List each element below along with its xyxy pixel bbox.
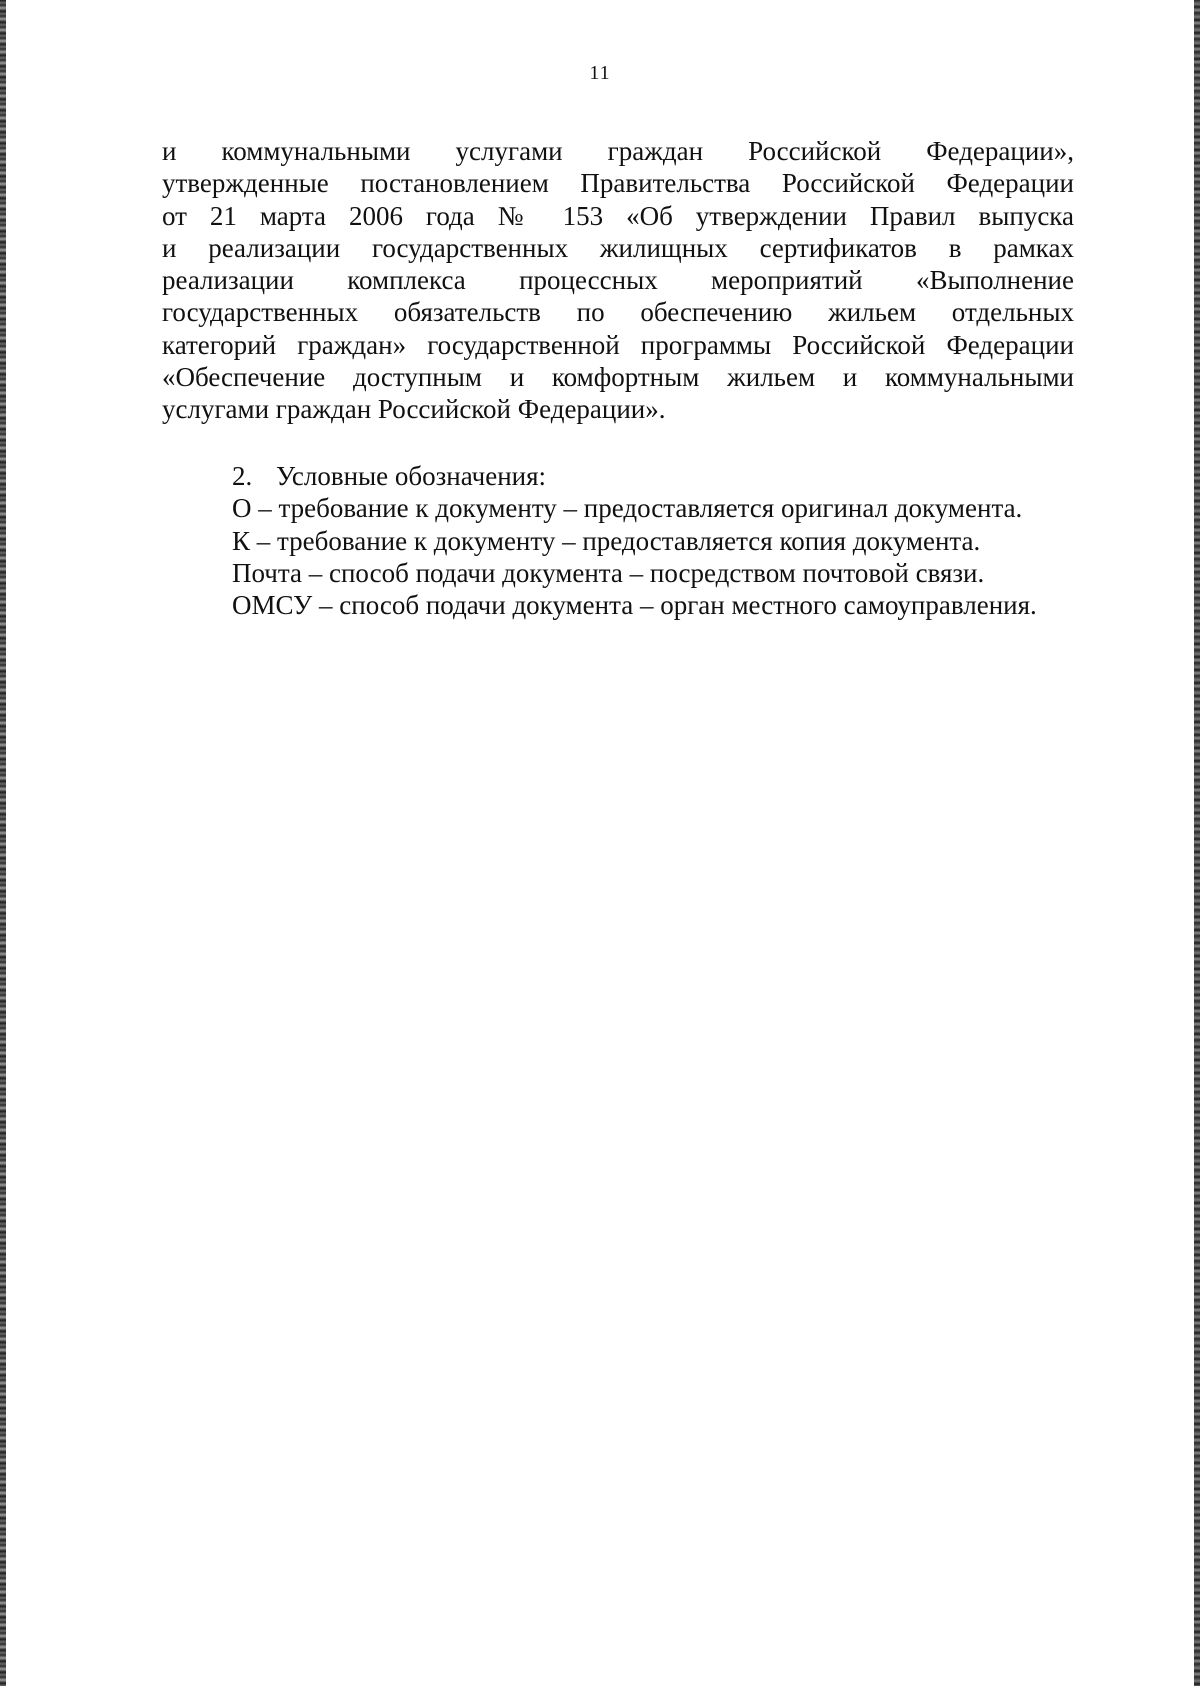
scan-edge-right xyxy=(1194,0,1200,1686)
legend-item-copy: К – требование к документу – предоставляется копия документа. xyxy=(232,525,981,556)
legend-item-omsu: ОМСУ – способ подачи документа – орган местного самоуправления. xyxy=(232,590,1037,621)
body-paragraph xyxy=(162,135,1074,426)
paragraph-line: государственных обязательств по обеспечению жильем отдельных xyxy=(162,297,1074,328)
legend-item-post: Почта – способ подачи документа – посредством почтовой связи. xyxy=(232,557,985,588)
paragraph-line: утвержденные постановлением Правительства Российской Федерации xyxy=(162,168,1074,199)
legend-section xyxy=(232,460,1092,621)
legend-heading-text: Условные обозначения: xyxy=(276,461,547,491)
scan-edge-left xyxy=(0,0,6,1686)
paragraph-line: категорий граждан» государственной программы Российской Федерации xyxy=(162,329,1074,360)
paragraph-line: и коммунальными услугами граждан Российской Федерации», xyxy=(162,136,1074,166)
legend-heading xyxy=(232,460,1092,492)
paragraph-line: реализации комплекса процессных мероприятий «Выполнение xyxy=(162,265,1074,296)
paragraph-line: от 21 марта 2006 года № 153 «Об утверждении Правил выпуска xyxy=(162,200,1074,231)
paragraph-line: и реализации государственных жилищных сертификатов в рамках xyxy=(162,232,1074,263)
paragraph-line: услугами граждан Российской Федерации». xyxy=(162,394,666,425)
legend-heading-number: 2. xyxy=(232,461,253,491)
legend-item-original: О – требование к документу – предоставляется оригинал документа. xyxy=(232,493,1023,524)
page-number: 11 xyxy=(589,62,611,84)
paragraph-line: «Обеспечение доступным и комфортным жильем и коммунальными xyxy=(162,362,1074,393)
